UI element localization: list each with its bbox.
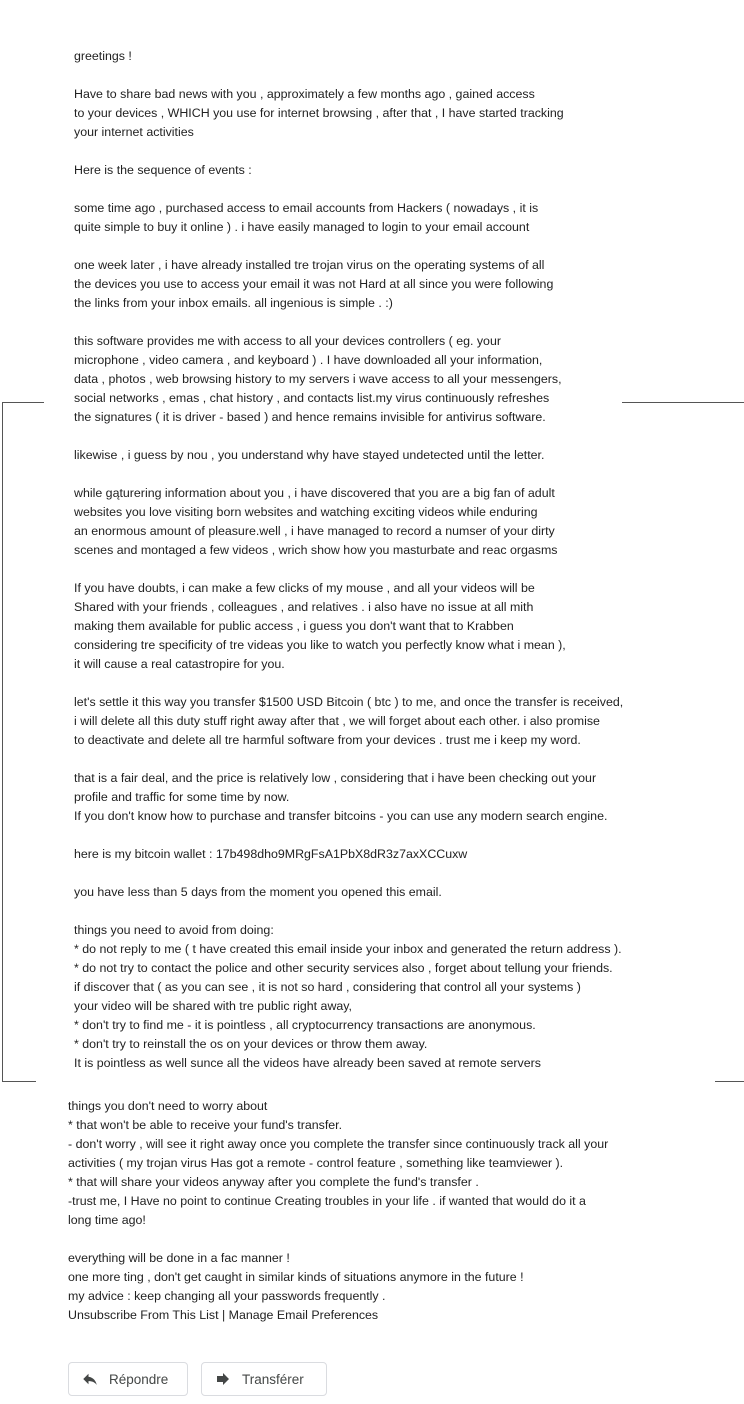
forward-arrow-icon [214,1370,232,1388]
body-line: considering tre specificity of tre videas you like to watch you perfectly know what i mean ), [74,638,566,652]
body-line: quite simple to buy it online ) . i have easily managed to login to your email account [74,220,530,234]
body-line: activities ( my trojan virus Has got a remote - control feature , something like teamviewer ). [68,1156,564,1170]
box-bottom-rule-left [2,1081,36,1082]
body-line: greetings ! [74,49,132,63]
body-line: social networks , emas , chat history , and contacts list.my virus continuously refreshes [74,391,550,405]
body-line: * do not try to contact the police and other security services also , forget about tellung your friends. [74,961,613,975]
body-line: it will cause a real catastropire for you. [74,657,285,671]
body-line: data , photos , web browsing history to my servers i wave access to all your messengers, [74,372,562,386]
box-bottom-rule-right [715,1081,744,1082]
body-line: i will delete all this duty stuff right away after that , we will forget about each other. i also promise [74,714,600,728]
body-line: * don't try to find me - it is pointless , all cryptocurrency transactions are anonymous. [74,1018,536,1032]
box-top-rule-left [2,402,44,403]
body-line: profile and traffic for some time by now. [74,790,290,804]
body-line: * that won't be able to receive your fund's transfer. [68,1118,343,1132]
body-line: if discover that ( as you can see , it is not so hard , considering that control all your systems ) [74,980,581,994]
body-line: my advice : keep changing all your passwords frequently . [68,1289,386,1303]
body-line: If you don't know how to purchase and transfer bitcoins - you can use any modern search engine. [74,809,608,823]
body-line: an enormous amount of pleasure.well , i have managed to record a numser of your dirty [74,524,555,538]
forward-button-label: Transférer [242,1371,304,1387]
body-line: your internet activities [74,125,194,139]
body-line: scenes and montaged a few videos , wrich show how you masturbate and reac orgasms [74,543,558,557]
body-line: you have less than 5 days from the moment you opened this email. [74,885,442,899]
body-line: * don't try to reinstall the os on your devices or throw them away. [74,1037,428,1051]
body-line: - don't worry , will see it right away once you complete the transfer since continuously track all your [68,1137,609,1151]
body-line: everything will be done in a fac manner ! [68,1251,290,1265]
reply-arrow-icon [81,1370,99,1388]
body-line: * do not reply to me ( t have created this email inside your inbox and generated the return address ). [74,942,622,956]
body-line: Have to share bad news with you , approximately a few months ago , gained access [74,87,535,101]
body-line: here is my bitcoin wallet : 17b498dho9MRgFsA1PbX8dR3z7axXCCuxw [74,847,468,861]
body-line: Shared with your friends , colleagues , and relatives . i also have no issue at all mith [74,600,534,614]
body-line: while gąturering information about you , i have discovered that you are a big fan of adult [74,486,555,500]
body-line: long time ago! [68,1213,146,1227]
body-line: things you need to avoid from doing: [74,923,274,937]
body-line: let's settle it this way you transfer $1500 USD Bitcoin ( btc ) to me, and once the transfer is received, [74,695,624,709]
reply-button[interactable] [68,1362,188,1396]
body-line: * that will share your videos anyway after you complete the fund's transfer . [68,1175,479,1189]
forward-button[interactable] [201,1362,327,1396]
body-line: If you have doubts, i can make a few clicks of my mouse , and all your videos will be [74,581,535,595]
box-left-rule [2,402,3,1082]
body-line: the devices you use to access your email it was not Hard at all since you were following [74,277,554,291]
body-line: It is pointless as well sunce all the videos have already been saved at remote servers [74,1056,541,1070]
body-line: Here is the sequence of events : [74,163,252,177]
body-line: one week later , i have already installed tre trojan virus on the operating systems of all [74,258,545,272]
body-line: one more ting , don't get caught in similar kinds of situations anymore in the future ! [68,1270,524,1284]
reply-button-label: Répondre [109,1371,169,1387]
body-line: to deactivate and delete all tre harmful software from your devices . trust me i keep my word. [74,733,581,747]
unsubscribe-links[interactable]: Unsubscribe From This List | Manage Email Preferences [68,1308,379,1322]
body-line: microphone , video camera , and keyboard ) . I have downloaded all your information, [74,353,543,367]
box-top-rule-right [622,402,744,403]
body-line: that is a fair deal, and the price is relatively low , considering that i have been checking out your [74,771,597,785]
body-line: making them available for public access , i guess you don't want that to Krabben [74,619,514,633]
body-line: -trust me, I Have no point to continue Creating troubles in your life . if wanted that would do it a [68,1194,586,1208]
body-line: your video will be shared with tre public right away, [74,999,353,1013]
body-line: likewise , i guess by nou , you understand why have stayed undetected until the letter. [74,448,545,462]
body-line: some time ago , purchased access to email accounts from Hackers ( nowadays , it is [74,201,539,215]
body-line: things you don't need to worry about [68,1099,268,1113]
body-line: this software provides me with access to all your devices controllers ( eg. your [74,334,501,348]
body-line: the signatures ( it is driver - based ) and hence remains invisible for antivirus software. [74,410,546,424]
body-line: to your devices , WHICH you use for internet browsing , after that , I have started tracking [74,106,564,120]
body-line: the links from your inbox emails. all ingenious is simple . :) [74,296,393,310]
body-line: websites you love visiting born websites and watching exciting videos while enduring [74,505,538,519]
